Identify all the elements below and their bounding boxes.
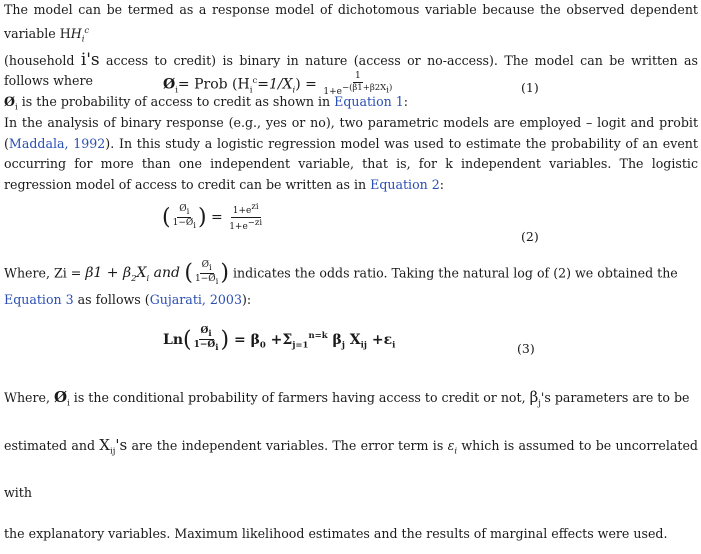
eq1-fraction: $\frac{1}{1+e^{-(\beta 1+\beta 2X_i)}}$ [323,71,393,97]
equation-1-number: (1) [521,80,539,95]
equation-3: Ln( $\frac{Ø_i}{1-Ø_i}$ ) = $\beta_0 +\Sigma_{j=1}^{n=k}$ $\beta_j$ $X_{ij} +\varepsilon_i$ [163,326,396,354]
maddala-link[interactable]: Maddala, 1992 [8,135,106,151]
gujarati-link[interactable]: Gujarati, 2003 [149,291,242,307]
paragraph-1: The model can be termed as a response model of dichotomous variable because the observed dependent variable $HH_i^c$ (household i's access to credit) is binary in nature (access or no-access). The model can be written as follows where $Ø_i$ is the probability of access to credit as shown in Equation 1: [4,2,698,113]
equation-2-number: (2) [521,229,539,244]
equation-3-link[interactable]: Equation 3 [4,291,74,307]
equation-1: $Ø_i=$ Prob $(H_i^c=1/X_i)$ = $\frac{1}{1+e^{-(\beta 1+\beta 2X_i)}}$ [163,71,393,97]
paragraph-4: Where, $Ø_i$ is the conditional probability of farmers having access to credit or not, $\beta_j's$ parameters are to be estimated and $X_{ij}'s$ are the independent variables. The error term is $\varepsilon_i$ which is assumed to be uncorrelated with the explanatory variables. Maximum likelihood estimates and the results of marginal effects were used. [4,388,698,542]
p1-text-1: The model can be termed as a response model of dichotomous variable because the observed dependent variable H [4,2,698,41]
paragraph-2: In the analysis of binary response (e.g., yes or no), two parametric models are employed – logit and probit (Maddala, 1992). In this study a logistic regression model was used to estimate the probability of an event occurring for more than one independent variable, that is, for k independent variables. The logistic regression model of access to credit can be written as in Equation 2: [4,115,698,192]
equation-2-link[interactable]: Equation 2 [370,176,440,192]
equation-3-number: (3) [517,341,535,356]
equation-1-link[interactable]: Equation 1 [334,94,404,110]
equation-2: ( $\frac{Ø_i}{1-Ø_i}$ ) = $\frac{1+e^{zi}}{1+e^{-zi}}$ [162,202,263,232]
paragraph-3: Where, $Zi = \beta 1 + \beta_2X_i$ and ( $\frac{Ø_i}{1-Ø_i}$ ) indicates the odds ratio. Taking the natural log of (2) we obtained the Equation 3 as follows (Gujarati, 2003): [4,260,678,307]
